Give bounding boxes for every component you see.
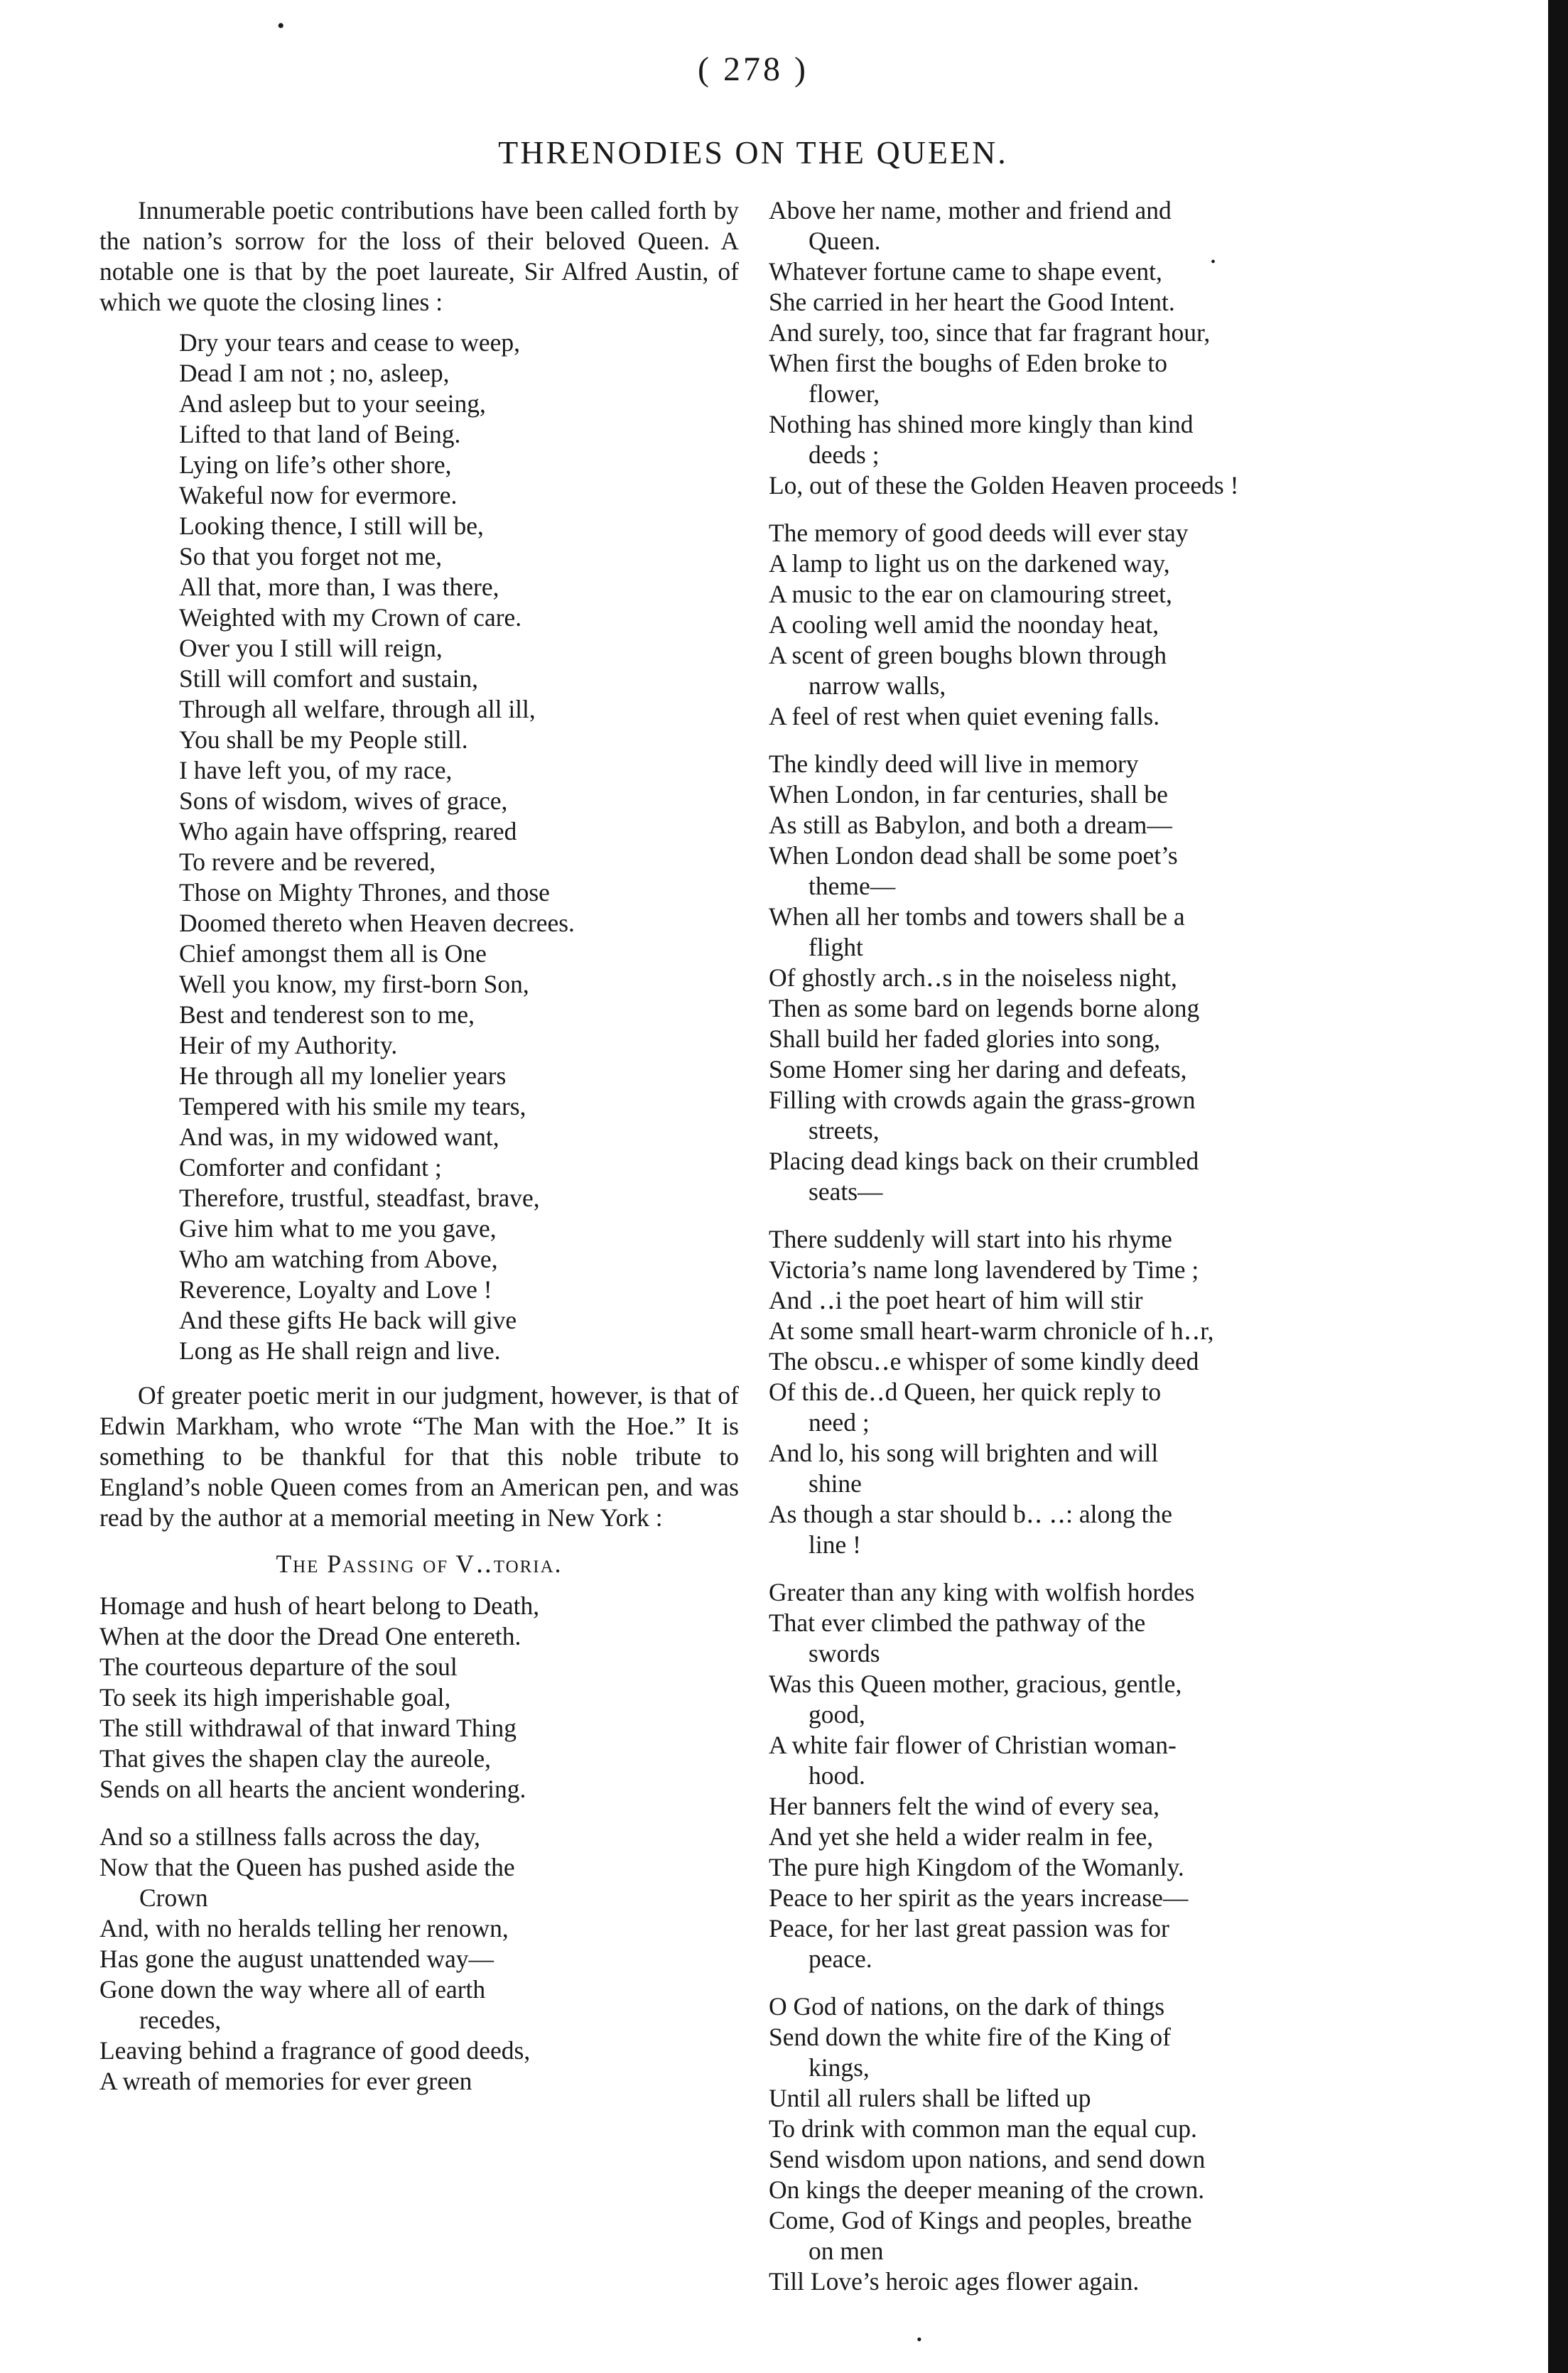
poem-line: Chief amongst them all is One	[179, 939, 487, 968]
poem-line: On kings the deeper meaning of the crown.	[769, 2175, 1205, 2204]
poem-line: Doomed thereto when Heaven decrees.	[179, 909, 575, 937]
poem-line: At some small heart-warm chronicle of h‥r,	[769, 1317, 1214, 1345]
poem-line: Queen.	[809, 227, 881, 255]
poem-stanza	[769, 1577, 1394, 1974]
markham-poem-right	[769, 195, 1394, 2297]
poem-line: swords	[809, 1639, 880, 1667]
poem-line: Comforter and confidant ;	[179, 1153, 442, 1182]
poem-line: Still will comfort and sustain,	[179, 664, 479, 693]
poem-line: shine	[809, 1469, 862, 1498]
poem-stanza	[769, 1224, 1394, 1560]
poem-line: recedes,	[139, 2006, 222, 2034]
right-column	[769, 195, 1394, 2314]
poem-line: There suddenly will start into his rhyme	[769, 1225, 1172, 1253]
poem-line: Through all welfare, through all ill,	[179, 695, 536, 723]
poem-line: When London dead shall be some poet’s	[769, 841, 1178, 870]
poem-line: streets,	[809, 1116, 880, 1145]
poem-line: Homage and hush of heart belong to Death,	[99, 1591, 540, 1620]
poem-line: To seek its high imperishable goal,	[99, 1683, 451, 1712]
poem-line: Now that the Queen has pushed aside the	[99, 1853, 515, 1881]
page-edge-bar	[1548, 0, 1568, 2373]
poem-line: Of this de‥d Queen, her quick reply to	[769, 1378, 1162, 1406]
poem-line: And surely, too, since that far fragrant hour,	[769, 318, 1211, 347]
poem-line: She carried in her heart the Good Intent.	[769, 288, 1175, 316]
poem-line: Whatever fortune came to shape event,	[769, 257, 1162, 286]
markham-intro-text: Of greater poetic merit in our judgment, however, is that of Edwin Markham, who wrote “The Man with the Hoe.” It is something to be thankful for that this noble tribute to England’s noble Queen comes from an American pen, and was read by the author at a memorial meeting in New York :	[99, 1381, 739, 1532]
markham-poem-left	[99, 1591, 739, 2097]
poem-line: When London, in far centuries, shall be	[769, 780, 1168, 809]
poem-line: And, with no heralds telling her renown,	[99, 1914, 509, 1942]
poem-line: That gives the shapen clay the aureole,	[99, 1744, 492, 1773]
poem-line: And so a stillness falls across the day,	[99, 1822, 481, 1851]
poem-line: Therefore, trustful, steadfast, brave,	[179, 1184, 540, 1212]
poem-line: When at the door the Dread One entereth.	[99, 1622, 521, 1650]
poem-line: And these gifts He back will give	[179, 1306, 517, 1334]
poem-line: Gone down the way where all of earth	[99, 1975, 486, 2004]
poem-line: Looking thence, I still will be,	[179, 512, 484, 540]
poem-line: And asleep but to your seeing,	[179, 389, 486, 418]
poem-stanza	[99, 1822, 739, 2097]
left-column	[99, 195, 739, 2114]
poem-line: on men	[809, 2237, 884, 2265]
poem-stanza	[769, 518, 1394, 732]
poem-line: Who again have offspring, reared	[179, 817, 517, 845]
poem-line: Lifted to that land of Being.	[179, 420, 461, 448]
poem-stanza	[769, 1991, 1394, 2297]
poem-line: A lamp to light us on the darkened way,	[769, 549, 1170, 578]
austin-poem	[99, 328, 739, 1366]
poem-line: The memory of good deeds will ever stay	[769, 519, 1189, 547]
poem-line: And lo, his song will brighten and will	[769, 1439, 1159, 1467]
intro-text: Innumerable poetic contributions have been called forth by the nation’s sorrow for the loss of their beloved Queen. A notable one is that by the poet laureate, Sir Alfred Austin, of which we quote the closing lines :	[99, 196, 739, 316]
poem-line: A wreath of memories for ever green	[99, 2067, 472, 2095]
poem-line: line !	[809, 1530, 861, 1559]
poem-line: Who am watching from Above,	[179, 1245, 498, 1273]
poem-line: Some Homer sing her daring and defeats,	[769, 1055, 1187, 1083]
article-title: THRENODIES ON THE QUEEN.	[498, 134, 1008, 171]
poem-line: So that you forget not me,	[179, 542, 443, 571]
poem-line: Wakeful now for evermore.	[179, 481, 458, 509]
poem-line: Of ghostly arch‥s in the noiseless night,	[769, 963, 1177, 992]
poem-line: Sons of wisdom, wives of grace,	[179, 787, 508, 815]
poem-line: To revere and be revered,	[179, 848, 436, 876]
poem-line: Greater than any king with wolfish hordes	[769, 1578, 1195, 1606]
ink-speck: •	[277, 14, 285, 38]
poem-line: flower,	[809, 379, 880, 408]
poem-line: narrow walls,	[809, 671, 946, 700]
poem-line: Peace, for her last great passion was for	[769, 1914, 1169, 1942]
poem-line: Peace to her spirit as the years increase—	[769, 1883, 1189, 1912]
poem-line: Crown	[139, 1883, 208, 1912]
poem-line: Long as He shall reign and live.	[179, 1336, 501, 1365]
poem-line: deeds ;	[809, 440, 880, 469]
poem-line: good,	[809, 1700, 865, 1729]
poem-line: Then as some bard on legends borne along	[769, 994, 1200, 1022]
poem-line: Was this Queen mother, gracious, gentle,	[769, 1670, 1182, 1698]
poem-line: flight	[809, 933, 863, 961]
ink-speck: •	[917, 2330, 922, 2348]
poem-line: You shall be my People still.	[179, 725, 468, 754]
poem-line: Tempered with his smile my tears,	[179, 1092, 526, 1120]
poem-line: The still withdrawal of that inward Thing	[99, 1714, 517, 1742]
poem-line: Weighted with my Crown of care.	[179, 603, 522, 632]
poem-line: A cooling well amid the noonday heat,	[769, 610, 1159, 639]
intro-paragraph	[99, 195, 739, 318]
poem-line: Reverence, Loyalty and Love !	[179, 1275, 492, 1304]
poem-line: The kindly deed will live in memory	[769, 750, 1139, 778]
page-number: ( 278 )	[698, 50, 809, 88]
poem-line: Come, God of Kings and peoples, breathe	[769, 2206, 1192, 2234]
poem-line: I have left you, of my race,	[179, 756, 453, 784]
poem-line: That ever climbed the pathway of the	[769, 1609, 1146, 1637]
poem-line: Placing dead kings back on their crumbled	[769, 1147, 1199, 1175]
poem-subtitle: The Passing of V‥toria.	[276, 1550, 563, 1578]
poem-line: kings,	[809, 2053, 870, 2082]
poem-line: When first the boughs of Eden broke to	[769, 349, 1167, 377]
poem-line: And was, in my widowed want,	[179, 1123, 499, 1151]
poem-line: Send down the white fire of the King of	[769, 2023, 1171, 2051]
poem-line: Send wisdom upon nations, and send down	[769, 2145, 1206, 2173]
poem-stanza	[99, 1591, 739, 1805]
poem-line: Over you I still will reign,	[179, 634, 443, 662]
poem-line: As still as Babylon, and both a dream—	[769, 811, 1172, 839]
poem-line: Dry your tears and cease to weep,	[179, 328, 521, 357]
poem-line: Best and tenderest son to me,	[179, 1000, 475, 1029]
poem-line: Lo, out of these the Golden Heaven proceeds !	[769, 471, 1239, 499]
poem-line: Well you know, my first-born Son,	[179, 970, 529, 998]
poem-line: To drink with common man the equal cup.	[769, 2114, 1197, 2143]
poem-line: Give him what to me you gave,	[179, 1214, 497, 1243]
poem-line: Nothing has shined more kingly than kind	[769, 410, 1194, 438]
poem-line: Has gone the august unattended way—	[99, 1945, 494, 1973]
poem-line: The courteous departure of the soul	[99, 1653, 458, 1681]
poem-line: A music to the ear on clamouring street,	[769, 580, 1172, 608]
poem-line: The obscu‥e whisper of some kindly deed	[769, 1347, 1199, 1375]
markham-paragraph	[99, 1380, 739, 1533]
poem-line: hood.	[809, 1761, 865, 1790]
poem-line: All that, more than, I was there,	[179, 573, 499, 601]
poem-line: Above her name, mother and friend and	[769, 196, 1172, 225]
poem-line: Till Love’s heroic ages flower again.	[769, 2267, 1140, 2296]
poem-line: Those on Mighty Thrones, and those	[179, 878, 550, 907]
poem-line: peace.	[809, 1945, 872, 1973]
poem-line: Dead I am not ; no, asleep,	[179, 359, 450, 387]
poem-stanza	[769, 195, 1394, 501]
poem-line: Sends on all hearts the ancient wondering.	[99, 1775, 526, 1803]
poem-line: Heir of my Authority.	[179, 1031, 398, 1059]
poem-line: need ;	[809, 1408, 870, 1437]
poem-line: He through all my lonelier years	[179, 1061, 507, 1090]
poem-line: And ‥i the poet heart of him will stir	[769, 1286, 1143, 1314]
poem-line: Leaving behind a fragrance of good deeds,	[99, 2036, 531, 2065]
poem-line: When all her tombs and towers shall be a	[769, 902, 1185, 931]
poem-line: And yet she held a wider realm in fee,	[769, 1822, 1154, 1851]
poem-stanza	[769, 749, 1394, 1207]
poem-line: A scent of green boughs blown through	[769, 641, 1167, 669]
poem-line: seats—	[809, 1177, 883, 1206]
poem-line: A feel of rest when quiet evening falls.	[769, 702, 1160, 730]
poem-line: Victoria’s name long lavendered by Time ;	[769, 1255, 1199, 1284]
poem-line: Until all rulers shall be lifted up	[769, 2084, 1091, 2112]
poem-line: The pure high Kingdom of the Womanly.	[769, 1853, 1184, 1881]
poem-line: theme—	[809, 872, 896, 900]
poem-line: Her banners felt the wind of every sea,	[769, 1792, 1160, 1820]
poem-line: As though a star should b‥ ‥: along the	[769, 1500, 1172, 1528]
poem-line: O God of nations, on the dark of things	[769, 1992, 1165, 2021]
ink-speck: •	[1211, 254, 1216, 270]
poem-line: Filling with crowds again the grass-grown	[769, 1086, 1196, 1114]
poem-line: Shall build her faded glories into song,	[769, 1025, 1161, 1053]
poem-line: Lying on life’s other shore,	[179, 450, 452, 479]
poem-line: A white fair flower of Christian woman-	[769, 1731, 1177, 1759]
